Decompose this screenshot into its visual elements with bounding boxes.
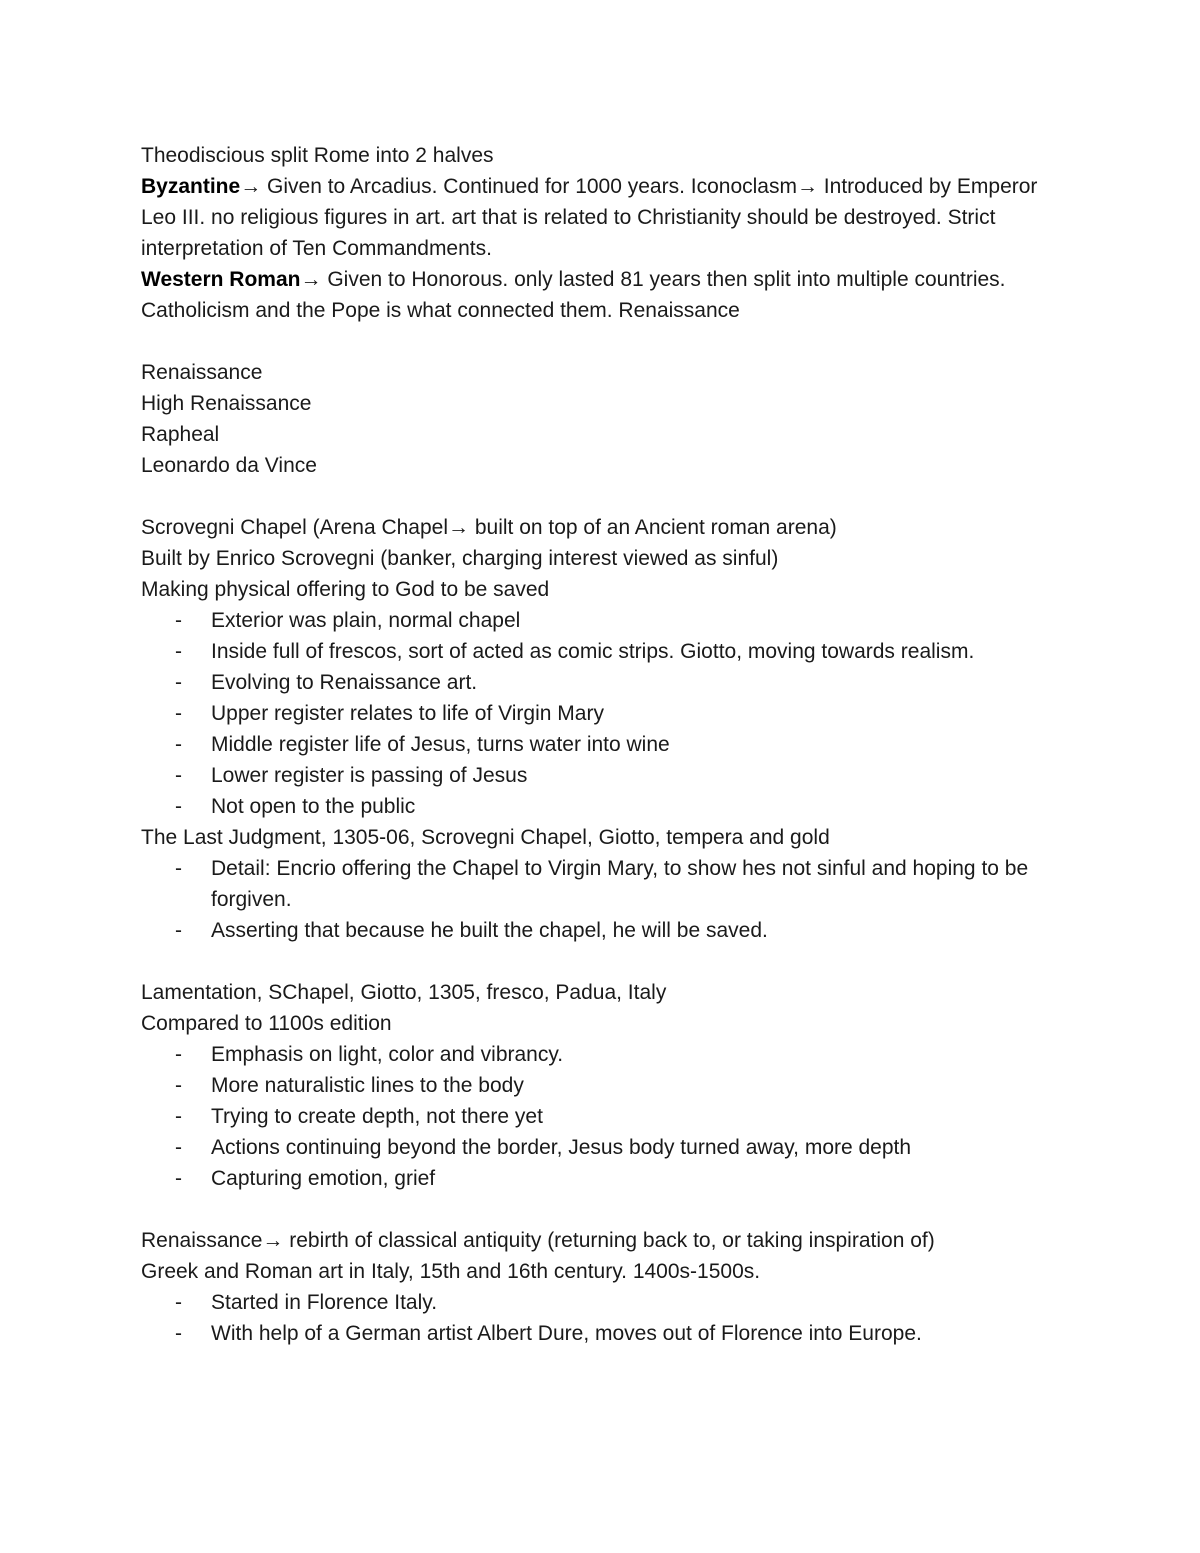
bullet-item: - Lower register is passing of Jesus (141, 760, 1061, 791)
lamentation-heading: Lamentation, SChapel, Giotto, 1305, fresco, Padua, Italy (141, 981, 667, 1004)
western-roman-paragraph (141, 264, 1061, 326)
document-body (141, 140, 1061, 1349)
western-roman-text: → Given to Honorous. only lasted 81 years then split into multiple countries. Catholicism and the Pope is what connected them. Renaissance (141, 268, 1006, 322)
spacer (141, 326, 1061, 357)
scrovegni-bullets (141, 605, 1061, 822)
bullet-item: - Trying to create depth, not there yet (141, 1101, 1061, 1132)
scrovegni-builder: Built by Enrico Scrovegni (banker, charging interest viewed as sinful) (141, 547, 779, 570)
renaissance-definition: Renaissance→ rebirth of classical antiquity (returning back to, or taking inspiration of) (141, 1229, 935, 1252)
scrovegni-heading: Scrovegni Chapel (Arena Chapel→ built on top of an Ancient roman arena) (141, 516, 837, 539)
renaissance-period: Greek and Roman art in Italy, 15th and 16th century. 1400s-1500s. (141, 1260, 761, 1283)
bullet-item: - Detail: Encrio offering the Chapel to Virgin Mary, to show hes not sinful and hoping to be forgiven. (141, 853, 1061, 915)
renaissance-bullets (141, 1287, 1061, 1349)
list-line: Renaissance (141, 361, 263, 384)
bullet-item: - Middle register life of Jesus, turns water into wine (141, 729, 1061, 760)
last-judgment-heading: The Last Judgment, 1305-06, Scrovegni Chapel, Giotto, tempera and gold (141, 826, 830, 849)
spacer (141, 1194, 1061, 1225)
spacer (141, 946, 1061, 977)
bullet-item: - Evolving to Renaissance art. (141, 667, 1061, 698)
bullet-item: - Upper register relates to life of Virgin Mary (141, 698, 1061, 729)
last-judgment-bullets (141, 853, 1061, 946)
list-line: Leonardo da Vince (141, 454, 317, 477)
spacer (141, 481, 1061, 512)
bullet-item: - Capturing emotion, grief (141, 1163, 1061, 1194)
byzantine-label: Byzantine (141, 175, 241, 198)
bullet-item: - Actions continuing beyond the border, Jesus body turned away, more depth (141, 1132, 1061, 1163)
list-line: High Renaissance (141, 392, 312, 415)
western-roman-label: Western Roman (141, 268, 301, 291)
intro-title: Theodiscious split Rome into 2 halves (141, 144, 494, 167)
bullet-item: - More naturalistic lines to the body (141, 1070, 1061, 1101)
byzantine-text: → Given to Arcadius. Continued for 1000 years. Iconoclasm→ Introduced by Emperor Leo III. no religious figures in art. art that is related to Christianity should be destroyed. Strict interpretation of Ten Commandments. (141, 175, 1038, 260)
lamentation-subheading: Compared to 1100s edition (141, 1012, 392, 1035)
bullet-item: - With help of a German artist Albert Dure, moves out of Florence into Europe. (141, 1318, 1061, 1349)
bullet-item: - Asserting that because he built the chapel, he will be saved. (141, 915, 1061, 946)
bullet-item: - Emphasis on light, color and vibrancy. (141, 1039, 1061, 1070)
bullet-item: - Started in Florence Italy. (141, 1287, 1061, 1318)
bullet-item: - Inside full of frescos, sort of acted as comic strips. Giotto, moving towards realism. (141, 636, 1061, 667)
lamentation-bullets (141, 1039, 1061, 1194)
list-line: Rapheal (141, 423, 220, 446)
byzantine-paragraph (141, 171, 1061, 264)
bullet-item: - Not open to the public (141, 791, 1061, 822)
bullet-item: - Exterior was plain, normal chapel (141, 605, 1061, 636)
scrovegni-offering: Making physical offering to God to be saved (141, 578, 550, 601)
